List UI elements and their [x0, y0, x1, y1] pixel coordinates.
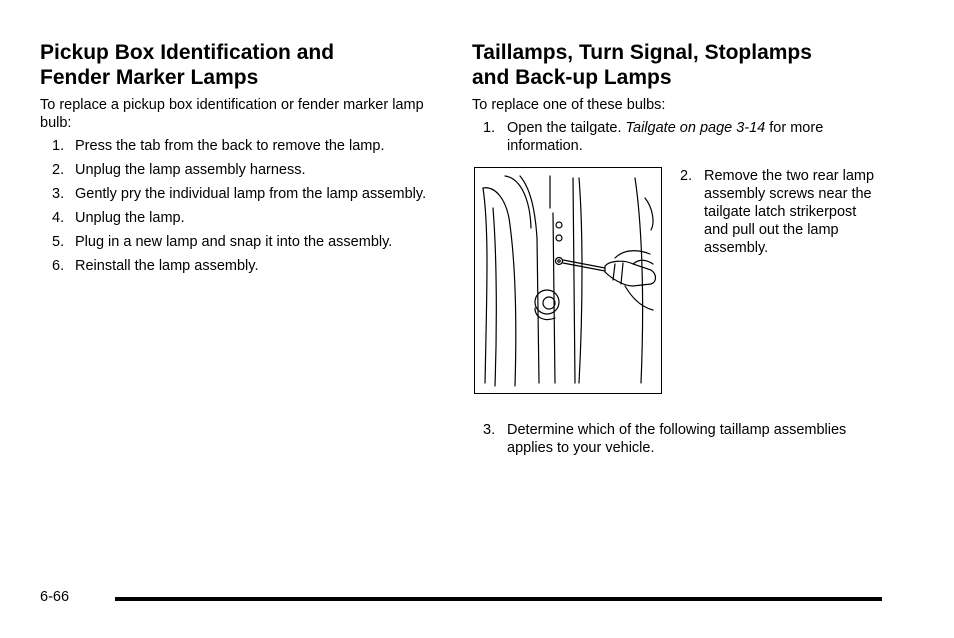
list-item — [680, 167, 880, 257]
figure-row — [472, 167, 882, 407]
list-item — [472, 119, 882, 155]
intro-text: To replace a pickup box identification or fender marker lamp bulb: — [40, 97, 424, 131]
title-line-2: Fender Marker Lamps — [40, 66, 259, 89]
step-text: Plug in a new lamp and snap it into the assembly. — [75, 234, 393, 250]
step-number: 6. — [52, 258, 65, 274]
list-item — [40, 137, 435, 155]
footer-divider — [115, 597, 882, 601]
step-number: 3. — [483, 422, 496, 438]
section-title-pickup-box — [40, 40, 435, 90]
step-number: 2. — [680, 168, 693, 184]
left-column — [40, 40, 435, 281]
title-line-1: Taillamps, Turn Signal, Stoplamps — [472, 41, 812, 64]
section-title-taillamps — [472, 40, 882, 90]
title-line-1: Pickup Box Identification and — [40, 41, 335, 64]
right-column — [472, 40, 882, 407]
list-item — [40, 209, 435, 227]
steps-list — [472, 421, 882, 457]
step-text: Unplug the lamp. — [75, 210, 185, 226]
title-line-2: and Back-up Lamps — [472, 66, 672, 89]
list-item — [40, 257, 435, 275]
step-number: 4. — [52, 210, 65, 226]
step-text: Reinstall the lamp assembly. — [75, 258, 259, 274]
page-number: 6-66 — [40, 589, 70, 605]
list-item — [40, 161, 435, 179]
step-text: Press the tab from the back to remove the lamp. — [75, 138, 385, 154]
step-number: 3. — [52, 186, 65, 202]
list-item — [40, 233, 435, 251]
list-item — [40, 185, 435, 203]
steps-list — [472, 119, 882, 155]
side-step — [680, 167, 880, 263]
list-item — [472, 421, 882, 457]
step-3-block — [472, 421, 882, 463]
step-text: Determine which of the following taillamp assemblies applies to your vehicle. — [507, 422, 847, 456]
intro-text: To replace one of these bulbs: — [472, 97, 666, 113]
lamp-screw-illustration — [474, 167, 662, 394]
step-text: Gently pry the individual lamp from the lamp assembly. — [75, 186, 427, 202]
screwdriver-illustration-icon — [475, 168, 660, 392]
step-number: 1. — [52, 138, 65, 154]
tailgate-reference-link[interactable]: Tailgate on page 3-14 — [625, 120, 766, 136]
steps-list — [680, 167, 880, 257]
step-number: 2. — [52, 162, 65, 178]
step-text: Unplug the lamp assembly harness. — [75, 162, 306, 178]
step-number: 5. — [52, 234, 65, 250]
step-text: Remove the two rear lamp assembly screws near the tailgate latch strikerpost and pull out the lamp assembly. — [704, 168, 875, 256]
step-number: 1. — [483, 120, 496, 136]
step-text: Open the tailgate. Tailgate on page 3-14 for more information. — [507, 120, 824, 154]
steps-list — [40, 137, 435, 275]
